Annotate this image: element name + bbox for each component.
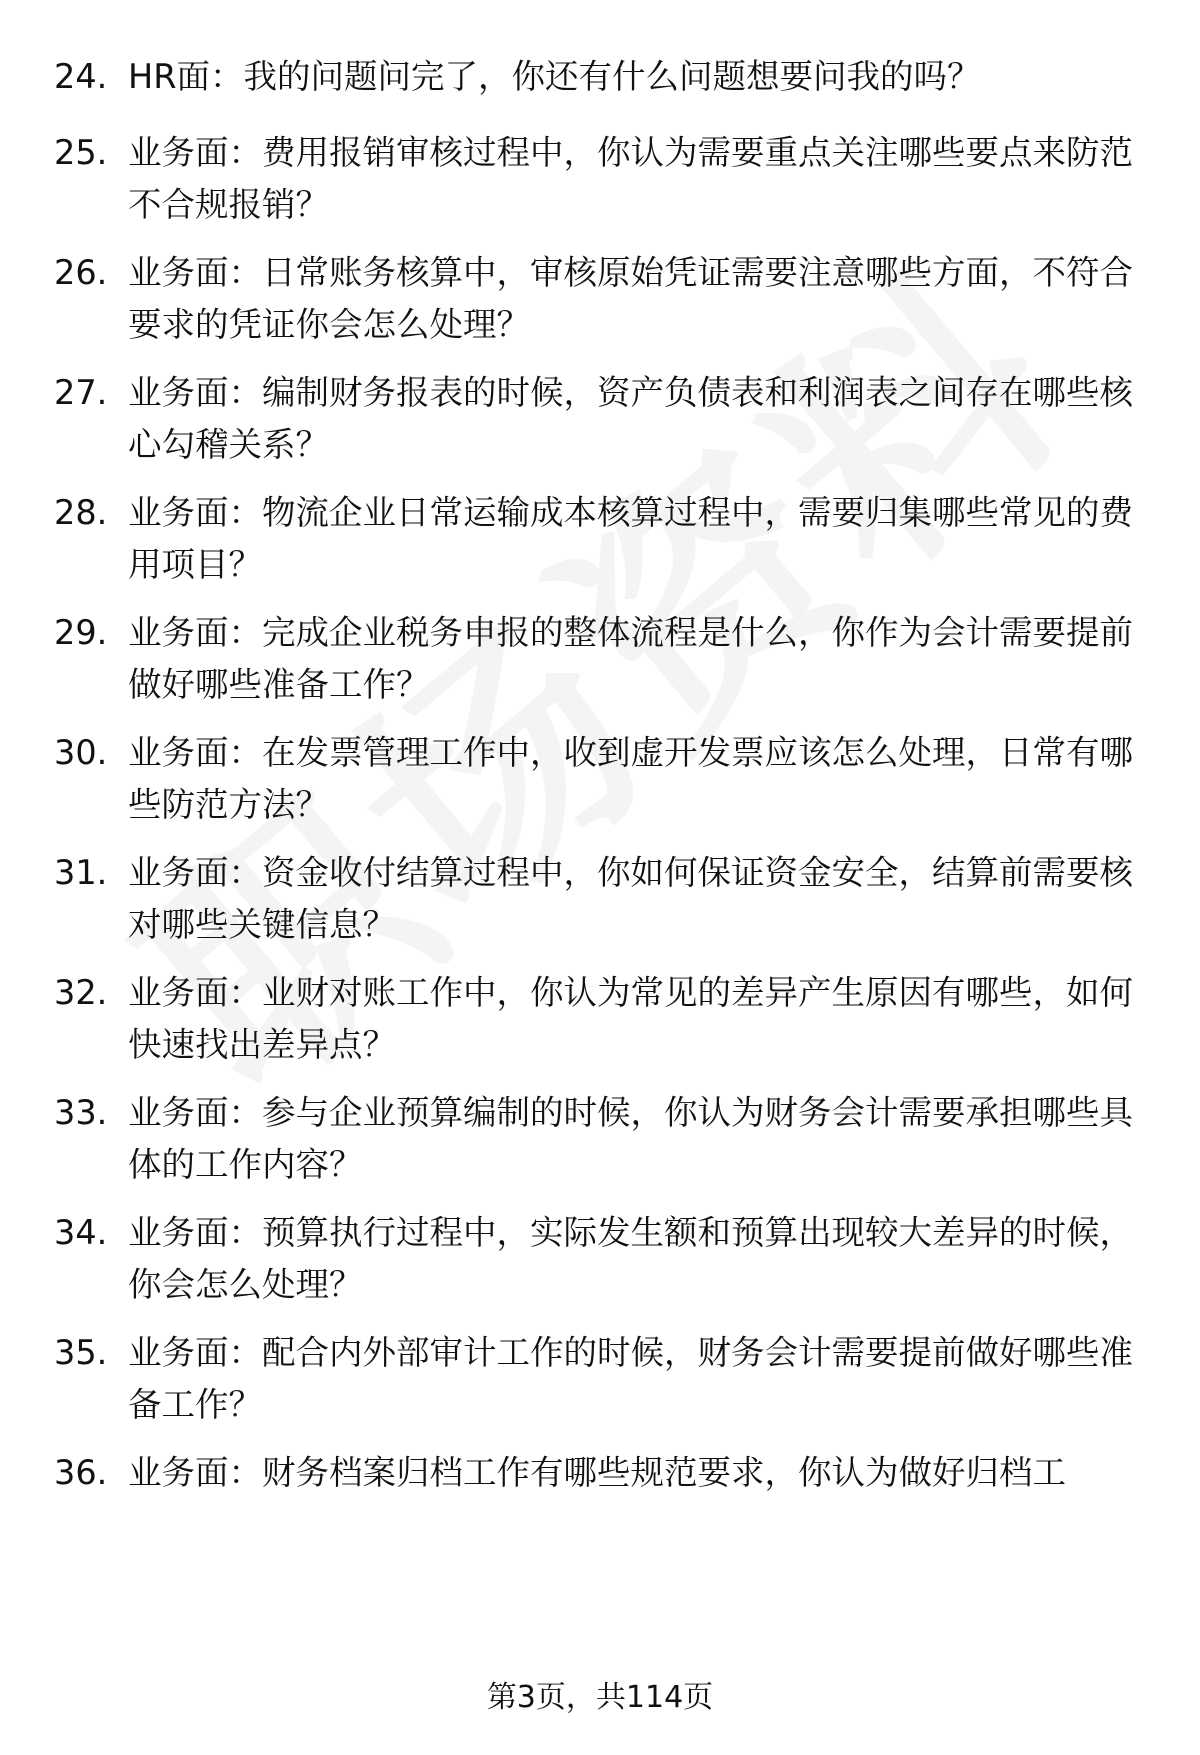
- question-text: 业务面：预算执行过程中，实际发生额和预算出现较大差异的时候，你会怎么处理？: [128, 1213, 1133, 1304]
- page-indicator: 第3页，共114页: [486, 1680, 714, 1715]
- question-text: 业务面：在发票管理工作中，收到虚开发票应该怎么处理，日常有哪些防范方法？: [128, 733, 1133, 824]
- question-number: 33.: [54, 1093, 108, 1132]
- question-number: 24.: [54, 57, 108, 96]
- question-text: 业务面：资金收付结算过程中，你如何保证资金安全，结算前需要核对哪些关键信息？: [128, 853, 1133, 944]
- question-text: HR面：我的问题问完了，你还有什么问题想要问我的吗？: [128, 57, 981, 96]
- question-number: 32.: [54, 973, 108, 1012]
- question-text: 业务面：费用报销审核过程中，你认为需要重点关注哪些要点来防范不合规报销？: [128, 133, 1133, 224]
- question-text: 业务面：财务档案归档工作有哪些规范要求，你认为做好归档工: [128, 1453, 1066, 1492]
- question-text: 业务面：日常账务核算中，审核原始凭证需要注意哪些方面，不符合要求的凭证你会怎么处理？: [128, 253, 1133, 344]
- question-text: 业务面：物流企业日常运输成本核算过程中，需要归集哪些常见的费用项目？: [128, 493, 1133, 584]
- question-number: 26.: [54, 253, 108, 292]
- question-number: 30.: [54, 733, 108, 772]
- question-text: 业务面：业财对账工作中，你认为常见的差异产生原因有哪些，如何快速找出差异点？: [128, 973, 1133, 1064]
- question-text: 业务面：参与企业预算编制的时候，你认为财务会计需要承担哪些具体的工作内容？: [128, 1093, 1133, 1184]
- question-number: 28.: [54, 493, 108, 532]
- question-number: 35.: [54, 1333, 108, 1372]
- question-text: 业务面：编制财务报表的时候，资产负债表和利润表之间存在哪些核心勾稽关系？: [128, 373, 1133, 464]
- question-number: 27.: [54, 373, 108, 412]
- question-number: 36.: [54, 1453, 108, 1492]
- question-text: 业务面：配合内外部审计工作的时候，财务会计需要提前做好哪些准备工作？: [128, 1333, 1133, 1424]
- question-number: 29.: [54, 613, 108, 652]
- question-number: 34.: [54, 1213, 108, 1252]
- question-number: 25.: [54, 133, 108, 172]
- question-text: 业务面：完成企业税务申报的整体流程是什么，你作为会计需要提前做好哪些准备工作？: [128, 613, 1133, 704]
- question-number: 31.: [54, 853, 108, 892]
